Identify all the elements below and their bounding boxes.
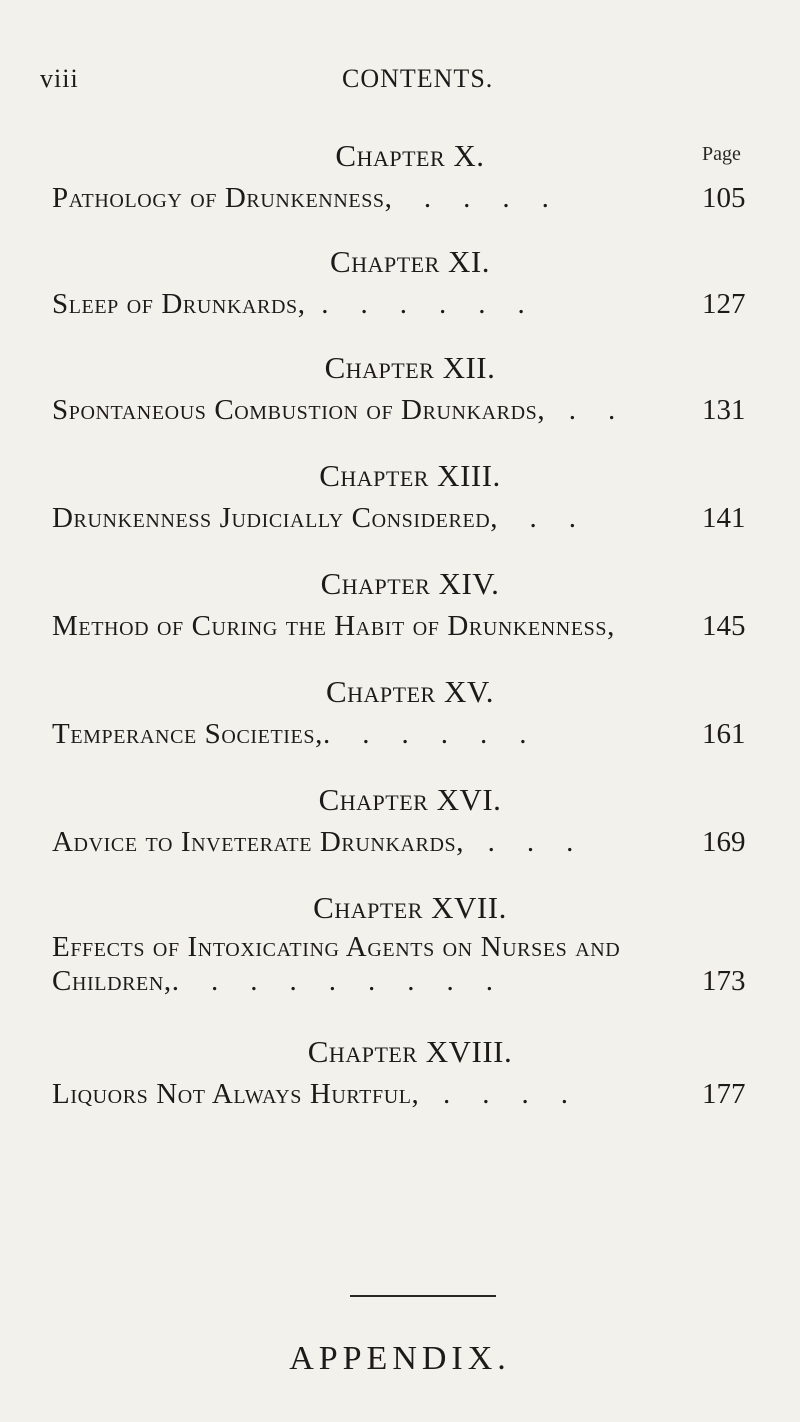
chapter-heading: Chapter XII. <box>324 350 496 385</box>
toc-line <box>0 178 800 218</box>
page-number: 105 <box>702 182 746 214</box>
toc-line <box>0 964 800 998</box>
toc-line <box>0 284 800 324</box>
chapter-heading: Chapter XVI. <box>318 782 502 817</box>
chapter-title: Advice to Inveterate Drunkards, . . . <box>52 826 575 858</box>
chapter-heading: Chapter XIII. <box>319 458 501 493</box>
chapter-heading: Chapter X. <box>335 138 485 173</box>
chapter-title: Liquors Not Always Hurtful, . . . . <box>52 1078 569 1110</box>
toc-line <box>0 1074 800 1114</box>
chapter-title: Sleep of Drunkards, . . . . . . <box>52 288 526 320</box>
toc-line <box>0 498 800 538</box>
chapter-heading: Chapter XVII. <box>313 890 507 925</box>
toc-entry <box>0 674 800 754</box>
toc-line <box>0 714 800 754</box>
toc-line <box>0 822 800 862</box>
chapter-title: Effects of Intoxicating Agents on Nurses and <box>52 931 621 963</box>
appendix-heading: APPENDIX. <box>289 1340 511 1377</box>
chapter-title: Spontaneous Combustion of Drunkards, . . <box>52 394 616 426</box>
toc-entry <box>0 566 800 646</box>
page-column-label: Page <box>702 143 741 165</box>
toc-entry <box>0 782 800 862</box>
chapter-title: Pathology of Drunkenness, . . . . <box>52 182 550 214</box>
toc-entry <box>0 458 800 538</box>
page-folio: viii <box>40 64 79 93</box>
chapter-title: Method of Curing the Habit of Drunkenness, <box>52 610 615 642</box>
toc-entry <box>0 244 800 324</box>
toc-line <box>0 606 800 646</box>
toc-entry <box>0 350 800 430</box>
page-number: 131 <box>702 394 746 426</box>
page-number: 161 <box>702 718 746 750</box>
chapter-heading: Chapter XI. <box>330 244 490 279</box>
chapter-heading: Chapter XVIII. <box>307 1034 513 1069</box>
toc-entry <box>0 138 800 218</box>
chapter-title-continued: Children,. . . . . . . . . <box>52 965 494 997</box>
chapter-heading: Chapter XIV. <box>320 566 500 601</box>
page-number: 145 <box>702 610 746 642</box>
section-divider <box>350 1295 496 1297</box>
toc-entry <box>0 1034 800 1114</box>
running-title: CONTENTS. <box>342 64 494 93</box>
chapter-title: Temperance Societies,. . . . . . <box>52 718 528 750</box>
toc-line <box>0 930 800 964</box>
toc-entry <box>0 890 800 998</box>
page-number: 141 <box>702 502 746 534</box>
page-number: 173 <box>702 965 746 997</box>
page-number: 169 <box>702 826 746 858</box>
running-header <box>40 64 760 104</box>
chapter-title: Drunkenness Judicially Considered, . . <box>52 502 577 534</box>
page-number: 177 <box>702 1078 746 1110</box>
chapter-heading: Chapter XV. <box>325 674 495 709</box>
toc-line <box>0 390 800 430</box>
page-number: 127 <box>702 288 746 320</box>
